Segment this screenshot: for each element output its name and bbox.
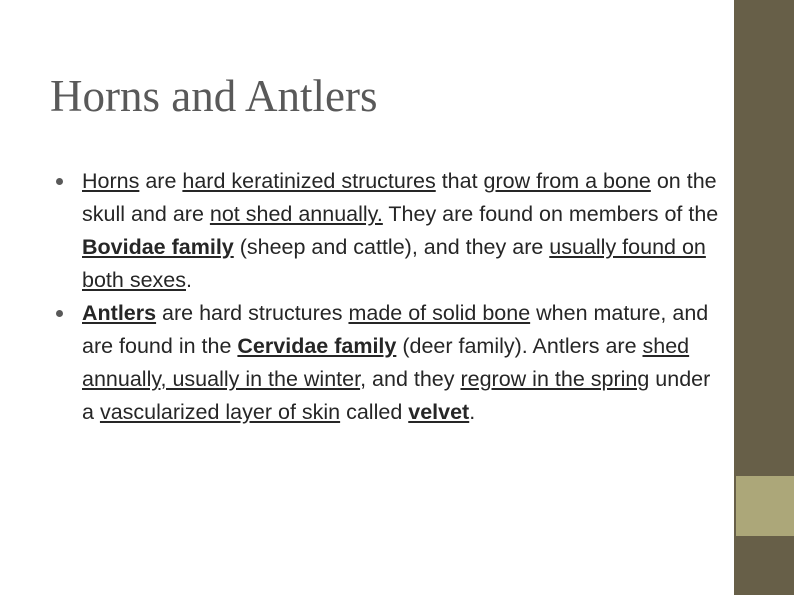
text-segment: usually found on both sexes [82,235,706,292]
text-segment: . [185,268,192,292]
bullet-dot-icon [56,310,63,317]
text-segment: . [469,400,476,424]
text-segment: Cervidae family [237,334,397,358]
text-segment: when mature, and are found in the [82,301,709,358]
text-segment: on the skull and are [82,169,717,226]
text-segment: called [340,400,409,424]
text-segment: that [435,169,484,193]
bullet-text-horns [82,169,718,292]
bullet-text-antlers [82,301,710,424]
text-segment: They are found on members of the [382,202,719,226]
text-segment: grow from a bone [483,169,651,193]
text-segment: are [139,169,183,193]
text-segment: vascularized layer of skin [99,400,341,424]
text-segment: (deer family). Antlers are [396,334,643,358]
text-segment: are hard structures [156,301,349,325]
text-segment: not shed annually. [209,202,383,226]
bullet-horns [82,165,722,297]
bullet-dot-icon [56,178,63,185]
text-segment: Bovidae family [82,235,234,259]
text-segment: made of solid bone [348,301,531,325]
slide-title: Horns and Antlers [50,71,378,121]
text-segment: Horns [82,169,140,193]
sidebar-accent-bottom-block [736,536,794,595]
text-segment: hard keratinized structures [182,169,436,193]
text-segment: shed annually, usually in the winter [82,334,690,391]
bullet-list [82,165,722,429]
bullet-antlers [82,297,722,429]
text-segment: (sheep and cattle), and they are [233,235,550,259]
text-segment: under a [82,367,711,424]
text-segment: velvet [408,400,470,424]
text-segment: Antlers [82,301,157,325]
text-segment: regrow in the spring [460,367,650,391]
sidebar-accent-light-block [736,476,794,536]
text-segment: , and they [360,367,461,391]
